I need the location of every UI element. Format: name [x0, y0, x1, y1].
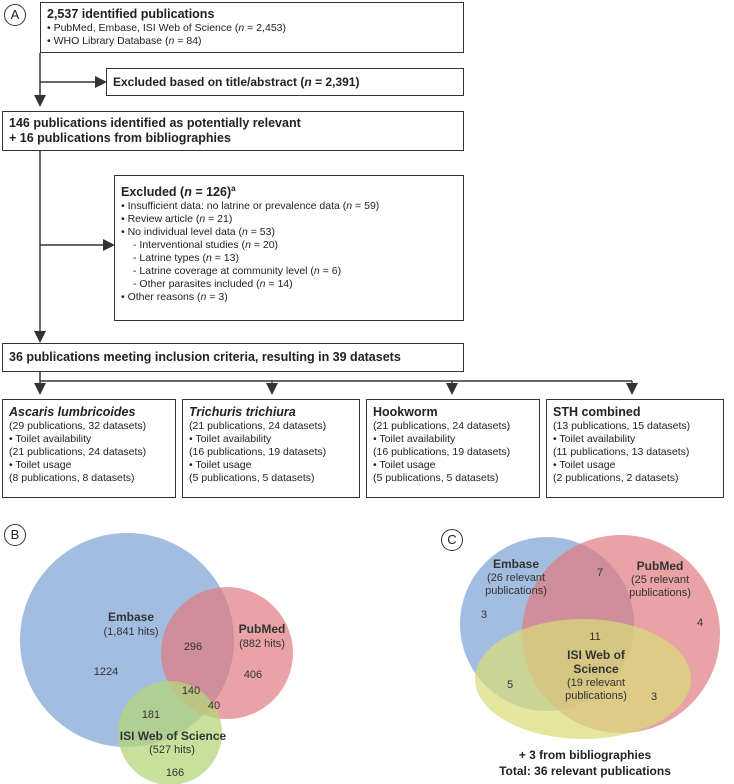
outcome-detail: (8 publications, 8 datasets)	[9, 472, 135, 484]
outcome-detail: (21 publications, 24 datasets)	[189, 420, 327, 432]
venn-b-embase-only: 1224	[93, 666, 119, 678]
outcome-detail: (5 publications, 5 datasets)	[189, 472, 315, 484]
venn-c-isi-label-2: Science	[573, 662, 619, 676]
venn-c-embase-label: Embase	[492, 557, 540, 571]
venn-c-all-three: 11	[589, 631, 601, 643]
footer-bibliographies: + 3 from bibliographies	[518, 748, 652, 762]
relevant-line-1: 146 publications identified as potentially relevant	[9, 116, 301, 130]
outcome-detail: (5 publications, 5 datasets)	[373, 472, 499, 484]
excluded-reason-item: • Insufficient data: no latrine or prevalence data (n = 59)	[121, 200, 380, 213]
excluded-reason-item: - Latrine coverage at community level (n = 6)	[133, 265, 342, 278]
venn-c-pubmed-isi: 3	[650, 691, 658, 703]
venn-c-isi-l2: publications)	[565, 690, 627, 702]
excluded-reason-item: - Other parasites included (n = 14)	[133, 278, 293, 291]
outcome-detail: • Toilet usage	[553, 459, 616, 471]
outcome-detail: (29 publications, 32 datasets)	[9, 420, 147, 432]
outcome-detail: (16 publications, 19 datasets)	[373, 446, 511, 458]
outcome-title: Hookworm	[373, 405, 438, 419]
excluded-reason-item: - Interventional studies (n = 20)	[133, 239, 279, 252]
venn-c-isi-l1: (19 relevant	[566, 677, 626, 689]
outcome-detail: • Toilet usage	[373, 459, 436, 471]
venn-c-isi-label-1: ISI Web of	[567, 648, 625, 662]
identified-line-2: • WHO Library Database (n = 84)	[47, 35, 202, 47]
venn-c-embase-only: 3	[480, 609, 488, 621]
outcome-detail: (16 publications, 19 datasets)	[189, 446, 327, 458]
outcome-title: STH combined	[553, 405, 641, 419]
outcome-detail: • Toilet availability	[553, 433, 636, 445]
venn-b-embase-label: Embase	[107, 610, 155, 624]
venn-c-pubmed-only: 4	[696, 617, 704, 629]
venn-b-all-three: 140	[181, 685, 201, 697]
outcome-title: Ascaris lumbricoides	[9, 405, 136, 419]
outcome-detail: (2 publications, 2 datasets)	[553, 472, 679, 484]
excluded-reason-item: • Review article (n = 21)	[121, 213, 233, 226]
panel-label-b: B	[4, 524, 26, 546]
relevant-line-2: + 16 publications from bibliographies	[9, 131, 231, 145]
venn-c-pubmed-l2: publications)	[629, 587, 691, 599]
excluded-126-box: Excluded (n = 126)$^a$ • Insufficient data: no latrine or prevalence data (n = 59) • Review article (n = 21) • No individual level data (n = 53) - Interventional studies (n = 20) - Latrine types (n = 13) - Latrine coverage at community level (n = 6) - Other parasites included (n = 14) • Other reasons (n = 3)	[114, 175, 464, 321]
outcome-detail: • Toilet availability	[9, 433, 92, 445]
venn-b-pubmed-only: 406	[243, 669, 263, 681]
outcome-detail: • Toilet availability	[189, 433, 272, 445]
venn-c-pubmed-l1: (25 relevant	[630, 574, 690, 586]
venn-b-pubmed-label: PubMed	[238, 622, 286, 636]
venn-b-isi-label: ISI Web of Science	[119, 729, 227, 743]
excluded-reason-item: • Other reasons (n = 3)	[121, 291, 228, 304]
outcome-detail: • Toilet usage	[189, 459, 252, 471]
inclusion-box: 36 publications meeting inclusion criteria, resulting in 39 datasets	[2, 343, 464, 372]
venn-c-embase-l1: (26 relevant	[486, 572, 546, 584]
outcome-title: Trichuris trichiura	[189, 405, 296, 419]
outcome-detail: • Toilet availability	[373, 433, 456, 445]
excluded-reason-item: • No individual level data (n = 53)	[121, 226, 275, 239]
panel-label-c: C	[441, 529, 463, 551]
venn-b-embase-hits: (1,841 hits)	[103, 626, 159, 638]
excluded-reason-item: - Latrine types (n = 13)	[133, 252, 239, 265]
outcome-detail: (21 publications, 24 datasets)	[9, 446, 147, 458]
identified-line-1: • PubMed, Embase, ISI Web of Science (n = 2,453)	[47, 22, 286, 34]
venn-b-embase-isi: 181	[141, 709, 161, 721]
outcome-detail: (13 publications, 15 datasets)	[553, 420, 691, 432]
venn-b-isi-only: 166	[165, 767, 185, 779]
venn-c-embase-l2: publications)	[485, 585, 547, 597]
venn-b-pubmed-hits: (882 hits)	[239, 638, 285, 650]
outcome-detail: (21 publications, 24 datasets)	[373, 420, 511, 432]
outcome-detail: • Toilet usage	[9, 459, 72, 471]
outcome-detail: (11 publications, 13 datasets)	[553, 446, 690, 458]
venn-c-embase-pubmed: 7	[596, 567, 604, 579]
venn-b-pubmed-isi: 40	[207, 700, 221, 712]
footer-total: Total: 36 relevant publications	[499, 764, 671, 778]
excluded-title-abstract-box: Excluded based on title/abstract (n = 2,391)	[106, 68, 464, 96]
identified-title: 2,537 identified publications	[47, 7, 215, 21]
panel-label-a: A	[4, 4, 26, 26]
venn-c-isi-only: 5	[506, 679, 514, 691]
venn-c-pubmed-label: PubMed	[636, 559, 684, 573]
venn-b-embase-pubmed: 296	[183, 641, 203, 653]
venn-b-isi-hits: (527 hits)	[149, 744, 195, 756]
